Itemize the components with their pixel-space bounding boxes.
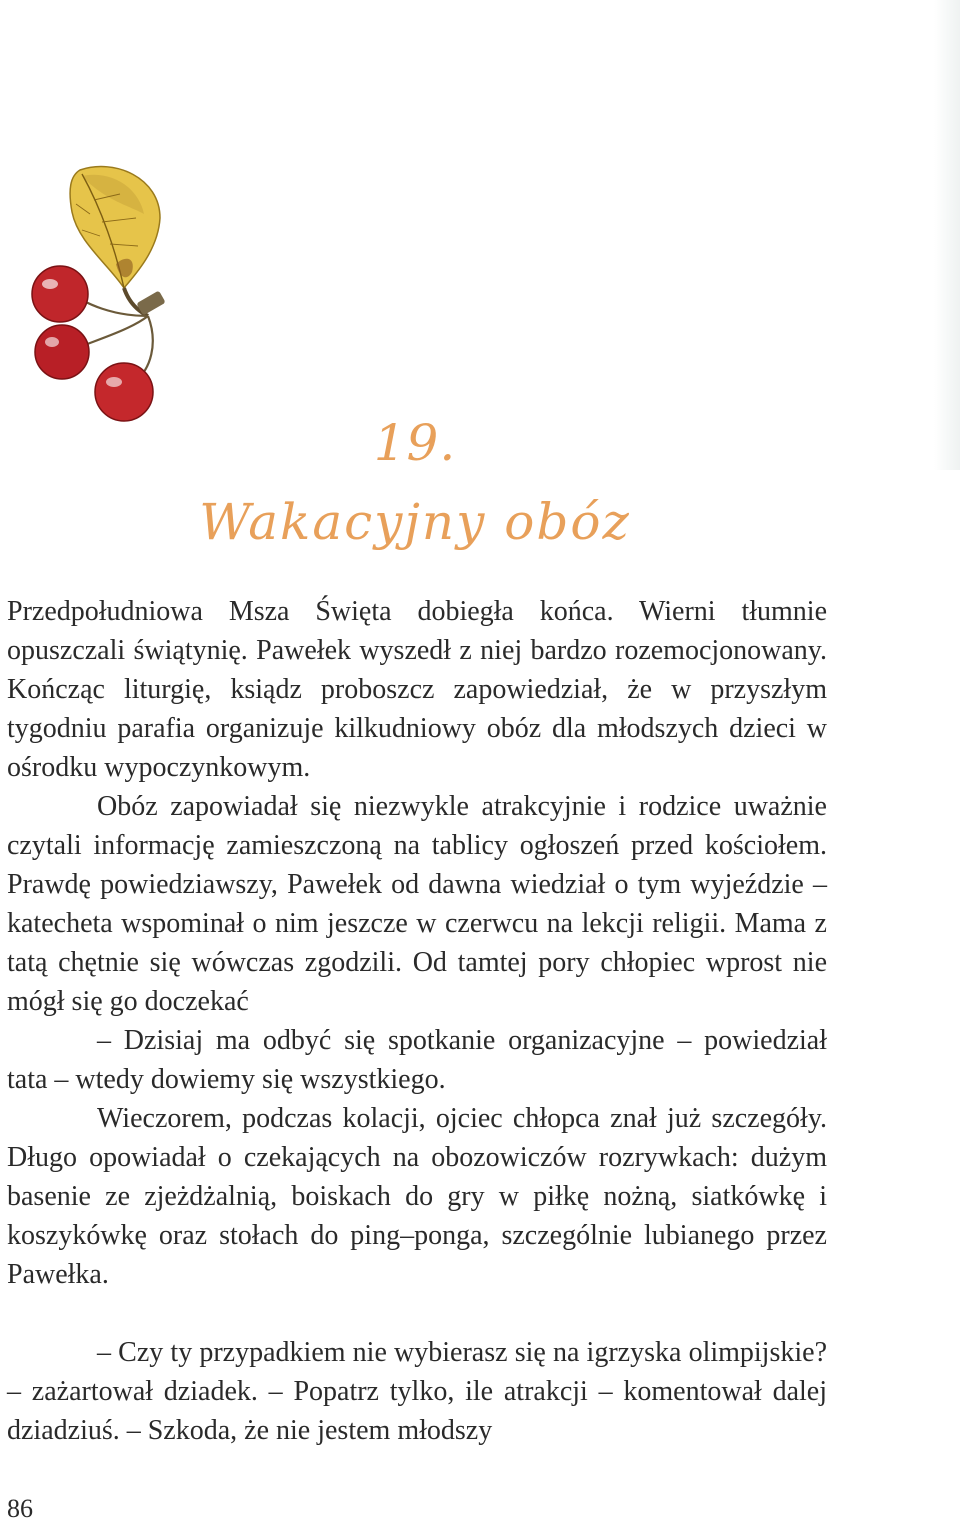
cherry-1 — [32, 266, 88, 322]
paragraph-4: Wieczorem, podczas kolacji, ojciec chłopca znał już szczegóły. Długo opowiadał o czekających na obozowiczów rozrywkach: dużym basenie ze zjeżdżalnią, boiskach do gry w piłkę nożną, siatkówkę i koszykówkę oraz stołach do ping–ponga, szczególnie lubianego przez Pawełka. — [7, 1103, 827, 1290]
chapter-body — [7, 592, 827, 1450]
chapter-title: Wakacyjny obóz — [199, 493, 631, 551]
paragraph-3: – Dzisiaj ma odbyć się spotkanie organizacyjne – powiedział tata – wtedy dowiemy się wszystkiego. — [7, 1025, 827, 1095]
cherries-illustration — [20, 160, 210, 450]
paragraph-spacer — [7, 1294, 827, 1333]
cherry-2 — [35, 325, 89, 379]
cherry-3 — [95, 363, 153, 421]
paragraph-2: Obóz zapowiadał się niezwykle atrakcyjnie i rodzice uważnie czytali informację zamieszczoną na tablicy ogłoszeń przed kościołem. Prawdę powiedziawszy, Pawełek od dawna wiedział o tym wyjeździe – katecheta wspominał o nim jeszcze w czerwcu na lekcji religii. Mama z tatą chętnie się wówczas zgodzili. Od tamtej pory chłopiec wprost nie mógł się go doczekać — [7, 791, 827, 1017]
paragraph-1: Przedpołudniowa Msza Święta dobiegła końca. Wierni tłumnie opuszczali świątynię. Pawełek wyszedł z niej bardzo rozemocjonowany. Kończąc liturgię, ksiądz proboszcz zapowiedział, że w przyszłym tygodniu parafia organizuje kilkudniowy obóz dla młodszych dzieci w ośrodku wypoczynkowym. — [7, 596, 827, 783]
paragraph-5: – Czy ty przypadkiem nie wybierasz się na igrzyska olimpijskie? – zażartował dziadek. – Popatrz tylko, ile atrakcji – komentował dalej dziadziuś. – Szkoda, że nie jestem młodszy — [7, 1337, 827, 1446]
page-edge-shadow — [934, 0, 960, 470]
chapter-number: 19. — [373, 414, 457, 472]
page-number: 86 — [7, 1494, 33, 1523]
